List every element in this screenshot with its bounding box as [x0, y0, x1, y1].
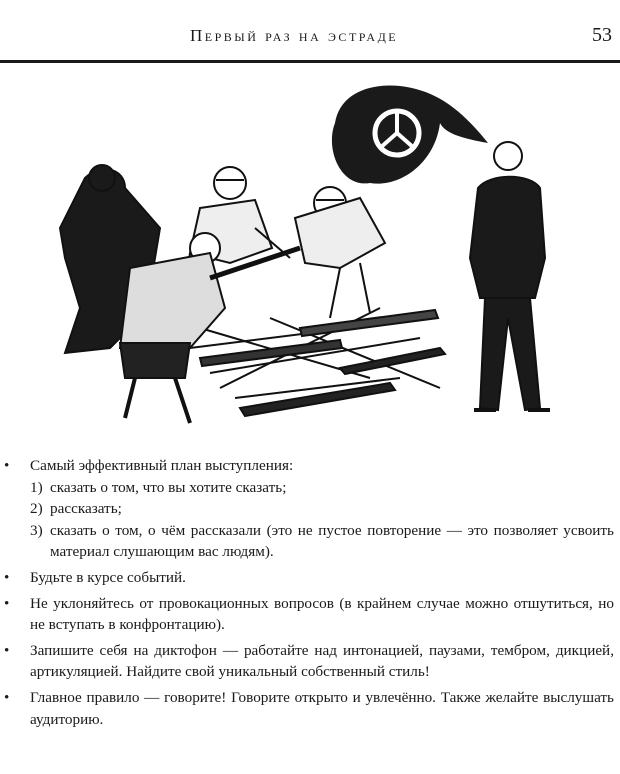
sub-item — [30, 498, 614, 520]
list-item — [0, 455, 620, 563]
list-item — [0, 687, 620, 730]
illustration — [40, 78, 600, 438]
sub-item — [30, 477, 614, 499]
sub-item-number: 2) — [30, 500, 43, 518]
speaking-man-drawing — [470, 142, 550, 410]
sword-pile — [190, 308, 445, 416]
sub-item-text: сказать о том, что вы хотите сказать; — [50, 478, 287, 496]
sub-item-number: 1) — [30, 478, 43, 496]
page-number: 53 — [592, 24, 612, 46]
page-header — [0, 0, 620, 60]
bullet-list — [0, 455, 620, 734]
sub-item-text: рассказать; — [50, 500, 122, 518]
list-item — [0, 567, 620, 589]
running-title: Первый раз на эстраде — [190, 26, 399, 45]
list-item-text: Будьте в курсе событий. — [30, 568, 186, 586]
list-item-text: • Самый эффективный план выступления: — [30, 457, 294, 474]
sub-item — [30, 520, 614, 563]
list-item — [0, 640, 620, 683]
list-item — [0, 593, 620, 636]
list-item-text: Главное правило — говорите! Говорите открыто и увлечённо. Также желайте выслушать аудиторию. — [30, 688, 614, 728]
knights-forging-weapons-drawing — [60, 165, 445, 423]
header-rule — [0, 60, 620, 63]
peace-sign-speech-bubble-icon — [332, 85, 488, 183]
list-item-text: Запишите себя на диктофон — работайте над интонацией, паузами, тембром, дикцией, артикуляцией. Найдите свой уникальный собственный стиль! — [30, 641, 614, 681]
sub-item-number: 3) — [30, 521, 43, 539]
sub-item-text: сказать о том, о чём рассказали (это не пустое повторение — это позволяет усвоить материал слушающим вас людям). — [50, 521, 614, 561]
list-item-text: Не уклоняйтесь от провокационных вопросов (в крайнем случае можно отшутиться, но не вступать в конфронтацию). — [30, 594, 614, 634]
knight-figure-2 — [295, 187, 385, 318]
